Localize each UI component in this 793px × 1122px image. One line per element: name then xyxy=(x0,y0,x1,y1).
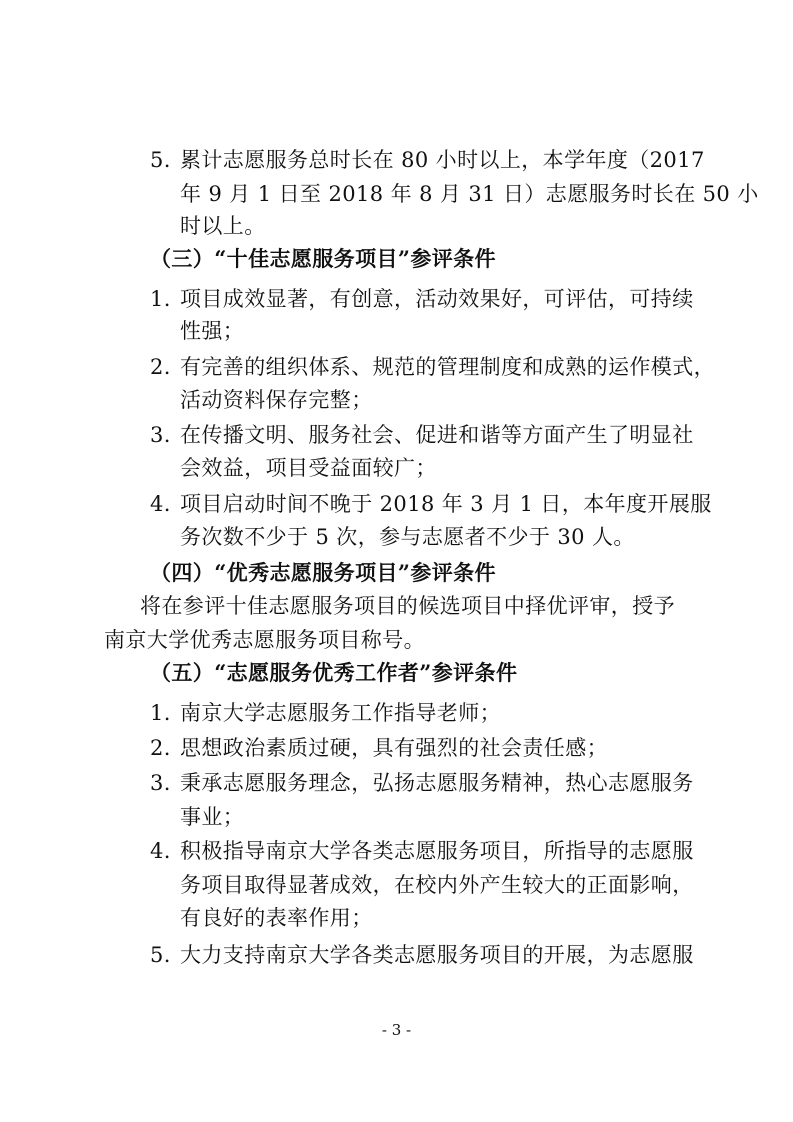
list-item-continuation-text: 年 9 月 1 日至 2018 年 8 月 31 日）志愿服务时长在 50 小 xyxy=(180,182,759,206)
list-item-number: 2. xyxy=(150,736,171,760)
list-item-continuation-text: 务次数不少于 5 次，参与志愿者不少于 30 人。 xyxy=(180,525,635,549)
list-item-text: 积极指导南京大学各类志愿服务项目，所指导的志愿服 xyxy=(180,839,694,863)
list-item xyxy=(0,419,793,451)
list-item-number: 5. xyxy=(150,943,171,967)
list-item-number: 5. xyxy=(150,148,171,172)
list-item-continuation xyxy=(0,384,793,416)
list-item-continuation-text: 事业； xyxy=(180,805,245,829)
list-item xyxy=(0,697,793,729)
list-item-continuation xyxy=(0,210,793,242)
list-item-number: 4. xyxy=(150,839,171,863)
list-item-continuation xyxy=(0,801,793,833)
paragraph-line xyxy=(0,624,793,656)
list-item-continuation xyxy=(0,452,793,484)
paragraph-line-text: 南京大学优秀志愿服务项目称号。 xyxy=(104,628,425,652)
section-heading xyxy=(0,557,793,589)
list-item-text: 大力支持南京大学各类志愿服务项目的开展，为志愿服 xyxy=(180,943,694,967)
list-item-number: 3. xyxy=(150,771,171,795)
list-item xyxy=(0,283,793,315)
list-item-text: 项目启动时间不晚于 2018 年 3 月 1 日，本年度开展服 xyxy=(180,492,712,516)
list-item-number: 3. xyxy=(150,423,171,447)
section-heading xyxy=(0,657,793,689)
list-item-continuation-text: 性强； xyxy=(180,319,245,343)
list-item xyxy=(0,939,793,971)
list-item-continuation-text: 务项目取得显著成效，在校内外产生较大的正面影响， xyxy=(180,873,694,897)
list-item xyxy=(0,835,793,867)
list-item xyxy=(0,144,793,176)
list-item-continuation xyxy=(0,315,793,347)
list-item-continuation-text: 会效益，项目受益面较广； xyxy=(180,456,437,480)
list-item xyxy=(0,351,793,383)
list-item-continuation-text: 时以上。 xyxy=(180,214,266,238)
list-item-continuation xyxy=(0,869,793,901)
list-item-number: 4. xyxy=(150,492,171,516)
list-item-text: 思想政治素质过硬，具有强烈的社会责任感； xyxy=(180,736,608,760)
paragraph-line-text: 将在参评十佳志愿服务项目的候选项目中择优评审，授予 xyxy=(140,594,675,618)
section-heading xyxy=(0,243,793,275)
paragraph-line xyxy=(0,590,793,622)
list-item-number: 1. xyxy=(150,701,171,725)
list-item-continuation-text: 活动资料保存完整； xyxy=(180,388,373,412)
list-item-text: 秉承志愿服务理念，弘扬志愿服务精神，热心志愿服务 xyxy=(180,771,694,795)
list-item-text: 有完善的组织体系、规范的管理制度和成熟的运作模式， xyxy=(180,355,715,379)
section-heading-text: （五）“志愿服务优秀工作者”参评条件 xyxy=(150,660,518,685)
list-item xyxy=(0,488,793,520)
list-item-continuation-text: 有良好的表率作用； xyxy=(180,906,373,930)
list-item xyxy=(0,732,793,764)
section-heading-text: （四）“优秀志愿服务项目”参评条件 xyxy=(150,560,496,585)
list-item-number: 2. xyxy=(150,355,171,379)
section-heading-text: （三）“十佳志愿服务项目”参评条件 xyxy=(150,246,496,271)
page-number: - 3 - xyxy=(381,1021,412,1039)
list-item-continuation xyxy=(0,902,793,934)
list-item-number: 1. xyxy=(150,287,171,311)
list-item-text: 南京大学志愿服务工作指导老师； xyxy=(180,701,501,725)
list-item-text: 累计志愿服务总时长在 80 小时以上，本学年度（2017 xyxy=(180,148,705,172)
list-item-continuation xyxy=(0,178,793,210)
list-item-continuation xyxy=(0,521,793,553)
list-item-text: 项目成效显著，有创意，活动效果好，可评估，可持续 xyxy=(180,287,694,311)
list-item xyxy=(0,767,793,799)
list-item-text: 在传播文明、服务社会、促进和谐等方面产生了明显社 xyxy=(180,423,694,447)
